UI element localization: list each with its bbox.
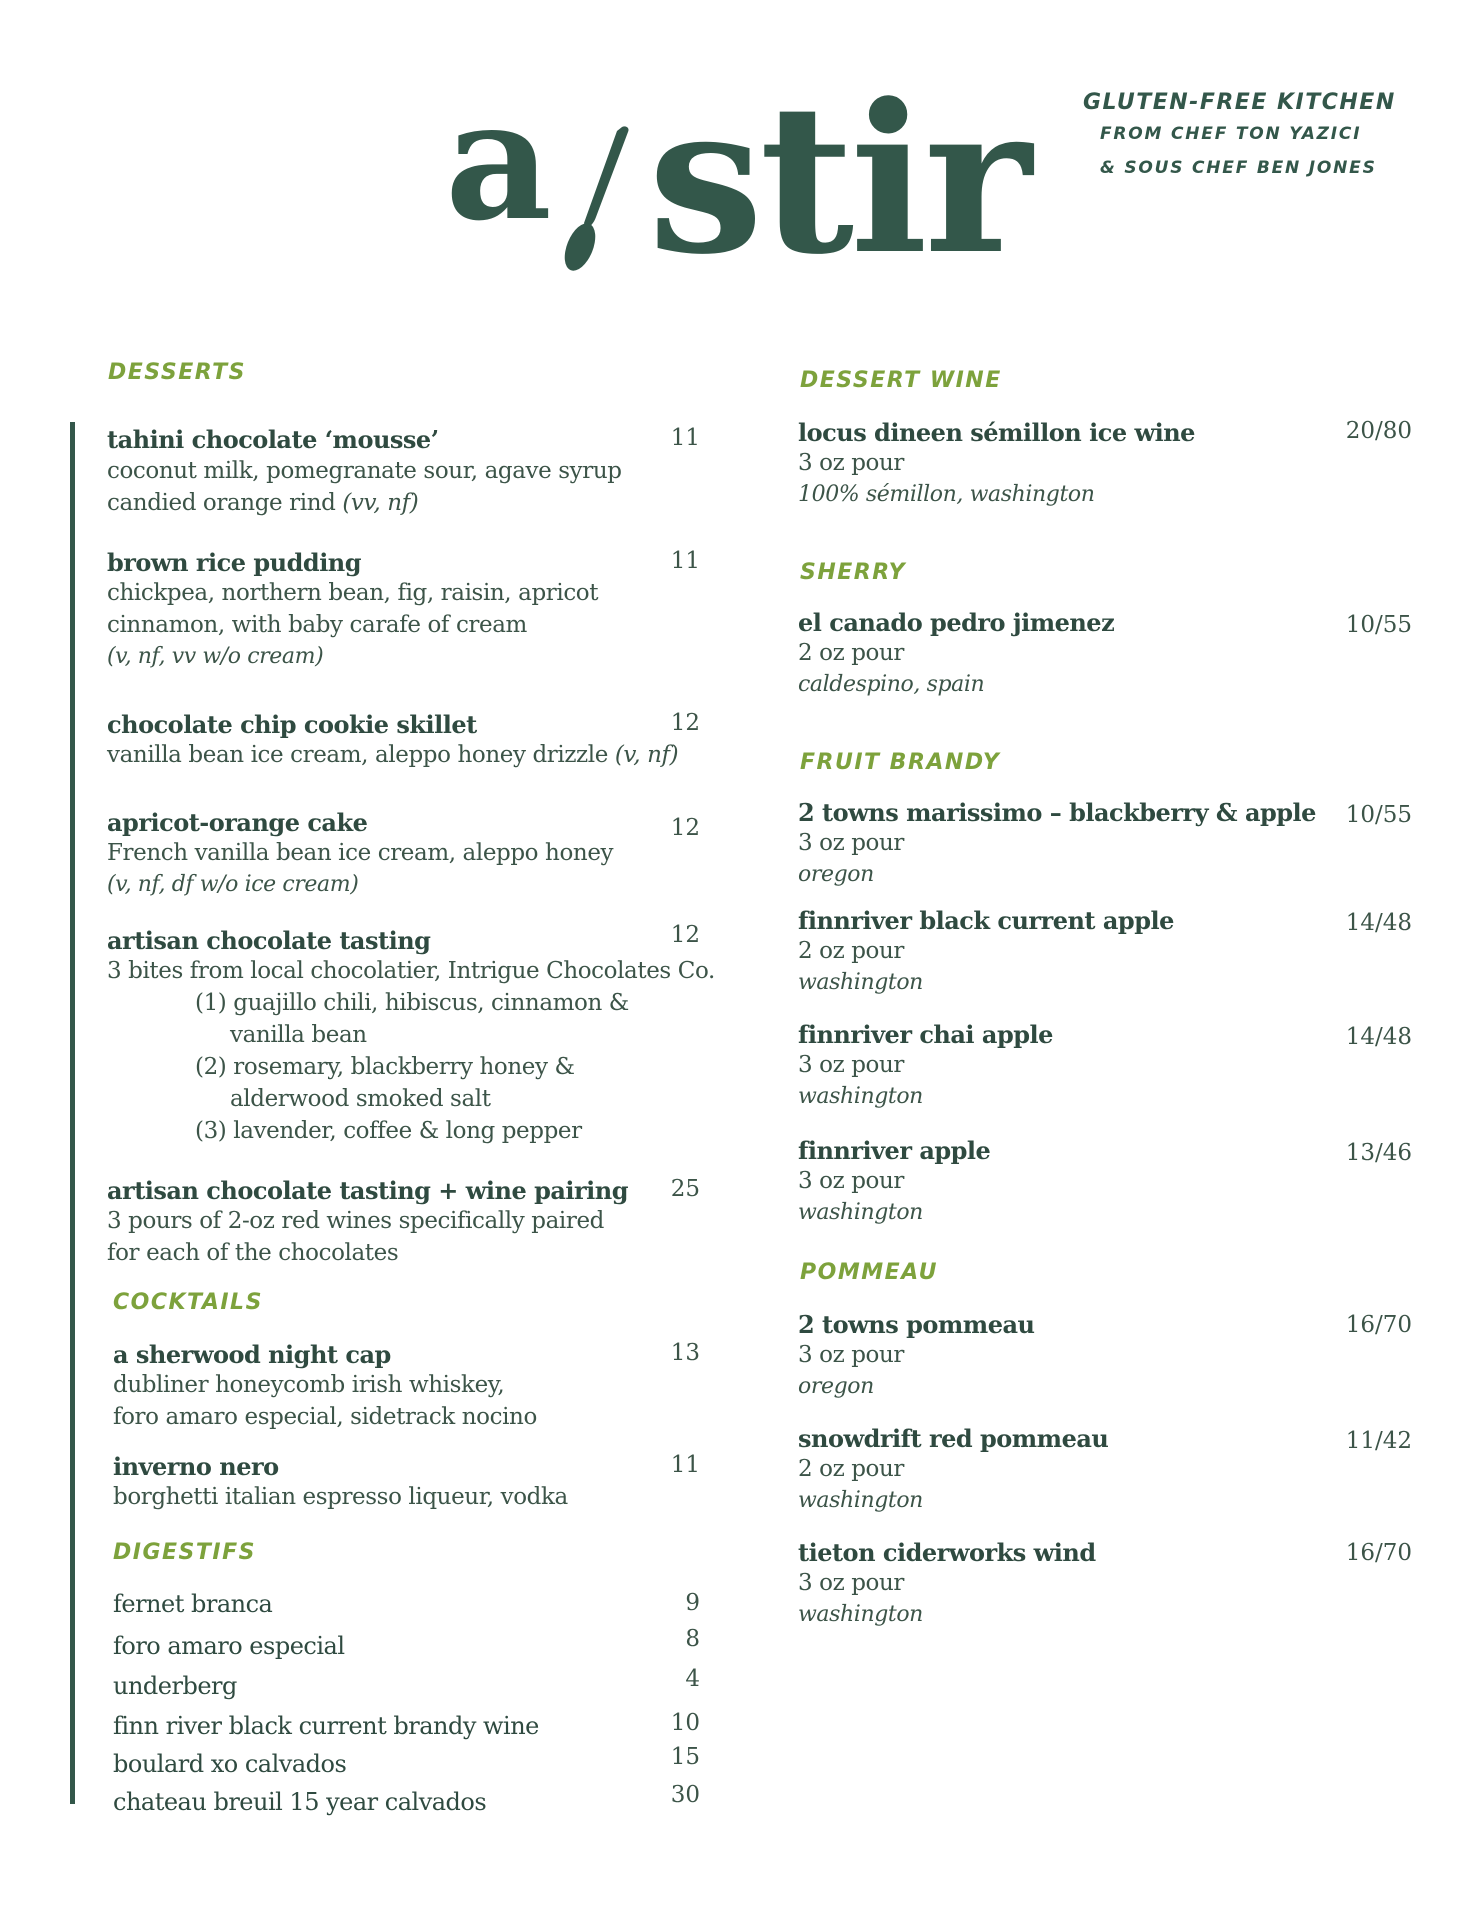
menu-item-price: 9 [685,1590,700,1616]
menu-item-price: 25 [670,1176,700,1202]
wine-origin: 100% sémillon, washington [798,482,1095,507]
menu-item-description: French vanilla bean ice cream, aleppo honey [107,840,614,866]
menu-item-price: 14/48 [1345,910,1412,936]
logo-text-stir: stir [648,60,1028,300]
menu-item-price: 30 [670,1782,700,1808]
section-heading-dessert-wine: DESSERT WINE [800,368,1002,393]
menu-item-description: vanilla bean ice cream, aleppo honey drizzle (v, nf) [107,742,679,768]
menu-item-description: foro amaro especial, sidetrack nocino [113,1404,537,1430]
menu-item-description: borghetti italian espresso liqueur, vodka [113,1484,568,1510]
left-column-divider [70,422,75,1804]
pour-size: 3 oz pour [798,1168,904,1194]
section-heading-sherry: SHERRY [800,560,907,585]
menu-item-price: 16/70 [1345,1312,1412,1338]
menu-item-name: 2 towns pommeau [798,1310,1035,1339]
wine-origin: washington [798,1602,923,1627]
tagline-kitchen: GLUTEN-FREE KITCHEN [1083,90,1396,115]
menu-item-description: 3 pours of 2-oz red wines specifically paired [107,1208,604,1234]
menu-item-price: 8 [685,1626,700,1652]
pour-size: 2 oz pour [798,938,904,964]
dietary-note: (vv, nf) [342,490,419,516]
tagline-chef: FROM CHEF TON YAZICI [1100,124,1362,144]
menu-item-description: cinnamon, with baby carafe of cream [107,612,527,638]
chocolate-bite-2-cont: alderwood smoked salt [230,1086,491,1112]
menu-item-name: artisan chocolate tasting [107,926,431,955]
menu-item-name: tieton ciderworks wind [798,1538,1096,1567]
menu-item-price: 15 [670,1744,700,1770]
menu-item-price: 11 [670,425,700,451]
menu-item-price: 10 [670,1710,700,1736]
menu-item-name: snowdrift red pommeau [798,1424,1109,1453]
menu-item-description: candied orange rind (vv, nf) [107,490,419,516]
menu-item-price: 10/55 [1345,802,1412,828]
menu-item-name: foro amaro especial [113,1632,345,1660]
chocolate-bite-3: (3) lavender, coffee & long pepper [195,1118,582,1144]
section-heading-cocktails: COCKTAILS [113,1290,263,1315]
spoon-icon [560,125,640,275]
menu-item-name: finnriver black current apple [798,906,1174,935]
menu-item-price: 12 [670,922,700,948]
menu-item-name: 2 towns marissimo – blackberry & apple [798,798,1316,827]
menu-item-name: artisan chocolate tasting + wine pairing [107,1176,629,1205]
menu-item-name: finnriver chai apple [798,1020,1053,1049]
menu-item-price: 13/46 [1345,1140,1412,1166]
menu-item-price: 11/42 [1345,1428,1412,1454]
menu-item-price: 20/80 [1345,418,1412,444]
chocolate-bite-2: (2) rosemary, blackberry honey & [195,1054,575,1080]
section-heading-desserts: DESSERTS [108,360,247,385]
menu-item-name: el canado pedro jimenez [798,608,1115,637]
menu-item-price: 10/55 [1345,612,1412,638]
wine-origin: washington [798,970,923,995]
menu-item-name: apricot-orange cake [107,808,368,837]
menu-item-price: 13 [670,1340,700,1366]
menu-item-name: boulard xo calvados [113,1750,347,1778]
pour-size: 3 oz pour [798,1342,904,1368]
menu-item-name: chateau breuil 15 year calvados [113,1788,487,1816]
menu-item-price: 4 [685,1666,700,1692]
wine-origin: washington [798,1084,923,1109]
menu-item-name: brown rice pudding [107,548,362,577]
pour-size: 2 oz pour [798,1456,904,1482]
wine-origin: caldespino, spain [798,672,985,697]
pour-size: 3 oz pour [798,830,904,856]
pour-size: 3 oz pour [798,1052,904,1078]
menu-item-description: chickpea, northern bean, fig, raisin, apricot [107,580,599,606]
menu-item-name: a sherwood night cap [113,1340,391,1369]
tagline-sous-chef: & SOUS CHEF BEN JONES [1100,158,1377,178]
menu-item-price: 11 [670,548,700,574]
dietary-note: (v, nf, vv w/o cream) [107,644,324,669]
menu-item-name: underberg [113,1672,237,1700]
wine-origin: washington [798,1488,923,1513]
menu-item-price: 14/48 [1345,1024,1412,1050]
wine-origin: oregon [798,862,874,887]
menu-item-name: chocolate chip cookie skillet [107,710,477,739]
menu-item-description: coconut milk, pomegranate sour, agave syrup [107,458,622,484]
menu-item-name: finnriver apple [798,1136,991,1165]
section-heading-digestifs: DIGESTIFS [113,1540,256,1565]
menu-item-description: for each of the chocolates [107,1240,399,1266]
dietary-note: (v, nf, df w/o ice cream) [107,872,359,897]
menu-item-price: 12 [670,815,700,841]
menu-item-price: 16/70 [1345,1540,1412,1566]
dietary-note: (v, nf) [614,742,679,768]
chocolate-bite-1-cont: vanilla bean [230,1022,367,1048]
menu-item-description: 3 bites from local chocolatier, Intrigue Chocolates Co. [107,958,715,984]
menu-item-name: locus dineen sémillon ice wine [798,418,1195,447]
menu-item-name: fernet branca [113,1590,273,1618]
menu-item-price: 11 [670,1452,700,1478]
menu-item-name: tahini chocolate ‘mousse’ [107,425,439,454]
pour-size: 3 oz pour [798,450,904,476]
pour-size: 2 oz pour [798,640,904,666]
section-heading-pommeau: POMMEAU [800,1260,939,1285]
logo-text-a: a [445,63,552,257]
menu-item-description: dubliner honeycomb irish whiskey, [113,1372,505,1398]
pour-size: 3 oz pour [798,1570,904,1596]
wine-origin: washington [798,1200,923,1225]
menu-item-price: 12 [670,710,700,736]
section-heading-fruit-brandy: FRUIT BRANDY [800,750,1001,775]
menu-item-name: inverno nero [113,1452,279,1481]
chocolate-bite-1: (1) guajillo chili, hibiscus, cinnamon & [195,990,629,1016]
wine-origin: oregon [798,1374,874,1399]
menu-item-name: finn river black current brandy wine [113,1712,539,1740]
